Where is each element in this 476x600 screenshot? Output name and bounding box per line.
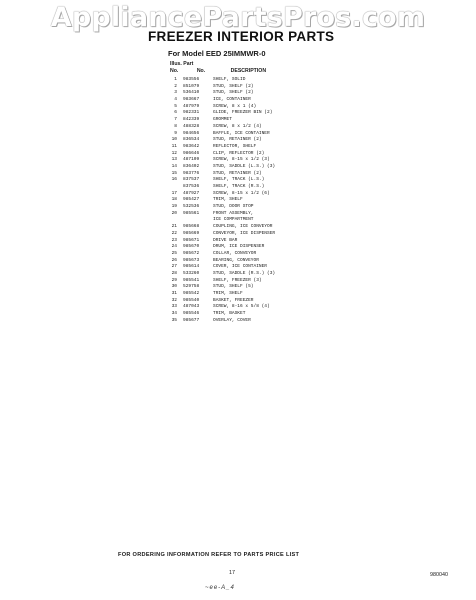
part-number: 985672 xyxy=(183,250,200,256)
column-header-row xyxy=(170,68,266,74)
part-number: 985677 xyxy=(183,317,200,323)
part-row xyxy=(168,77,368,84)
part-number: 985546 xyxy=(183,311,200,317)
part-description: SHELF, FREEZER (3) xyxy=(213,277,262,283)
part-illus-number: 8 xyxy=(174,123,177,129)
part-illus-number: 1 xyxy=(174,77,177,82)
part-illus-number: 27 xyxy=(171,264,177,270)
part-description: STUD, SHELF (2) xyxy=(213,90,254,96)
part-illus-number: 9 xyxy=(174,130,177,136)
column-header-no: No. xyxy=(170,68,179,74)
part-illus-number: 12 xyxy=(171,150,177,156)
part-number: 983776 xyxy=(183,170,200,176)
part-illus-number: 32 xyxy=(171,297,177,303)
part-description: COUPLING, ICE CONVEYOR xyxy=(213,224,273,230)
part-description: ICE, CONTAINER xyxy=(213,97,251,103)
part-row xyxy=(168,137,368,144)
part-number: 985561 xyxy=(183,210,200,216)
part-number: 837536 xyxy=(183,184,200,189)
ordering-note: FOR ORDERING INFORMATION REFER TO PARTS PRICE LIST xyxy=(118,552,300,558)
part-description: SCREW, 8-15 x 1/2 (3) xyxy=(213,157,270,163)
part-description: CONVEYOR, ICE DISPENSER xyxy=(213,230,276,236)
column-header-illus-part xyxy=(170,61,193,67)
part-number: 487109 xyxy=(183,157,200,163)
part-illus-number: 5 xyxy=(174,103,177,109)
part-row xyxy=(168,204,368,211)
parts-list xyxy=(168,77,368,324)
part-description: DRIVE BAR xyxy=(213,237,238,243)
part-description: SHELF, SOLID xyxy=(213,77,246,82)
part-illus-number: 28 xyxy=(171,270,177,276)
part-number: 851079 xyxy=(183,83,200,89)
part-row xyxy=(168,244,368,251)
part-row xyxy=(168,157,368,164)
part-number: 837537 xyxy=(183,177,200,183)
part-row xyxy=(168,318,368,325)
part-illus-number: 29 xyxy=(171,277,177,283)
part-description: STUD, RETAINER (2) xyxy=(213,170,262,176)
part-number: 985673 xyxy=(183,257,200,263)
part-illus-number: 10 xyxy=(171,137,177,143)
part-number: 488328 xyxy=(183,123,200,129)
part-description: COVER, ICE CONTAINER xyxy=(213,264,268,270)
part-row xyxy=(168,311,368,318)
part-description: TRIM, BASKET xyxy=(213,311,246,317)
part-number: 982331 xyxy=(183,110,200,116)
part-illus-number: 23 xyxy=(171,237,177,243)
part-number: 985671 xyxy=(183,237,200,243)
part-illus-number: 30 xyxy=(171,284,177,290)
part-number: 536410 xyxy=(183,90,200,96)
part-number: 983642 xyxy=(183,143,200,149)
part-description: BAFFLE, ICE CONTAINER xyxy=(213,130,270,136)
part-row xyxy=(168,117,368,124)
part-number: 985670 xyxy=(183,244,200,250)
part-description: TRIM, SHELF xyxy=(213,197,243,203)
part-description: STUD, RETAINER (2) xyxy=(213,137,262,143)
page-title: FREEZER INTERIOR PARTS xyxy=(148,29,335,44)
part-number: 983667 xyxy=(183,97,200,103)
part-description: SCREW, 8-15 x 1/2 (6) xyxy=(213,190,270,196)
column-header-part-no: No. xyxy=(196,68,206,74)
part-illus-number: 3 xyxy=(174,90,177,96)
part-row xyxy=(168,284,368,291)
part-number: 836534 xyxy=(183,137,200,143)
part-row xyxy=(168,231,368,238)
part-description: SCREW, 8 x 1 (4) xyxy=(213,103,257,109)
part-row xyxy=(168,224,368,231)
part-description: OVERLAY, COVER xyxy=(213,317,251,323)
part-row xyxy=(168,291,368,298)
part-illus-number: 24 xyxy=(171,244,177,250)
page-number: 17 xyxy=(229,570,235,576)
part-description: SHELF, TRACK (R.S.) xyxy=(213,184,265,189)
part-number: 983556 xyxy=(183,77,200,82)
part-illus-number: 13 xyxy=(171,157,177,163)
part-illus-number: 35 xyxy=(171,317,177,323)
part-number: 985427 xyxy=(183,197,200,203)
part-illus-number: 16 xyxy=(171,177,177,183)
part-description: STUD, DOOR STOP xyxy=(213,204,254,210)
part-illus-number: 2 xyxy=(174,83,177,89)
part-illus-number: 26 xyxy=(171,257,177,263)
part-illus-number: 4 xyxy=(174,97,177,103)
part-number: 986646 xyxy=(183,150,200,156)
part-description: SHELF, TRACK (L.S.) xyxy=(213,177,265,183)
print-code: ~ee-A_4 xyxy=(205,585,235,591)
part-description: STUD, SADDLE (R.S.) (3) xyxy=(213,270,276,276)
part-illus-number: 20 xyxy=(171,210,177,216)
part-description: STUD, SADDLE (L.S.) (3) xyxy=(213,163,276,169)
part-description: SCREW, 8-16 x 5/8 (4) xyxy=(213,304,270,310)
part-row xyxy=(168,97,368,104)
part-illus-number: 19 xyxy=(171,204,177,210)
part-description: STUD, SHELF (2) xyxy=(213,83,254,89)
part-row xyxy=(168,177,368,184)
part-row xyxy=(168,264,368,271)
part-description: ICE COMPARTMENT xyxy=(213,217,254,223)
part-row xyxy=(168,164,368,171)
part-number: 984656 xyxy=(183,130,200,136)
part-description: GROMMET xyxy=(213,117,232,123)
part-number: 985542 xyxy=(183,291,200,296)
part-illus-number: 21 xyxy=(171,224,177,230)
part-illus-number: 18 xyxy=(171,197,177,203)
part-illus-number: 15 xyxy=(171,170,177,176)
part-number: 487927 xyxy=(183,190,200,196)
part-illus-number: 34 xyxy=(171,311,177,317)
part-illus-number: 17 xyxy=(171,190,177,196)
part-number: 533260 xyxy=(183,270,200,276)
part-row xyxy=(168,144,368,151)
part-illus-number: 6 xyxy=(174,110,177,116)
part-illus-number: 25 xyxy=(171,250,177,256)
part-number: 985668 xyxy=(183,224,200,230)
document-code: 980040 xyxy=(430,572,448,578)
model-subtitle: For Model EED 25IMMWR-0 xyxy=(168,49,266,58)
part-row xyxy=(168,211,368,218)
part-row xyxy=(168,124,368,131)
part-description: BASKET, FREEZER xyxy=(213,297,254,303)
part-number: 985614 xyxy=(183,264,200,270)
part-description: TRIM, SHELF xyxy=(213,291,243,296)
part-number: 985540 xyxy=(183,297,200,303)
part-description: REFLECTOR, SHELF xyxy=(213,143,257,149)
part-illus-number xyxy=(168,184,177,191)
part-description: CLIP, REFLECTOR (2) xyxy=(213,150,265,156)
part-number: 842339 xyxy=(183,117,200,123)
part-number: 487979 xyxy=(183,103,200,109)
part-description: SCREW, 8 x 1/2 (4) xyxy=(213,123,262,129)
part-description: COLLAR, CONVEYOR xyxy=(213,250,257,256)
part-row xyxy=(168,271,368,278)
part-number: 985541 xyxy=(183,277,200,283)
part-illus-number: 11 xyxy=(171,143,177,149)
part-description: STUD, SHELF (5) xyxy=(213,284,254,290)
part-number: 985669 xyxy=(183,230,200,236)
part-description: BEARING, CONVEYOR xyxy=(213,257,259,263)
part-illus-number: 33 xyxy=(171,304,177,310)
part-description: FRONT ASSEMBLY, xyxy=(213,210,254,216)
part-illus-number: 22 xyxy=(171,230,177,236)
part-number: 487043 xyxy=(183,304,200,310)
part-row xyxy=(168,251,368,258)
column-header-part: Part xyxy=(183,61,194,67)
part-row xyxy=(168,184,368,191)
part-illus-number: 31 xyxy=(171,291,177,296)
part-number: 836402 xyxy=(183,163,200,169)
part-illus-number: 14 xyxy=(171,163,177,169)
part-illus-number: 7 xyxy=(174,117,177,123)
watermark-logo: AppliancePartsPros.com xyxy=(50,2,426,33)
part-number: 529758 xyxy=(183,284,200,290)
part-description: GLIDE, FREEZER BIN (2) xyxy=(213,110,273,116)
part-number: 532536 xyxy=(183,204,200,210)
part-description: DRUM, ICE DISPENSER xyxy=(213,244,265,250)
column-header-description: DESCRIPTION xyxy=(230,68,267,74)
column-header-illus: Illus. xyxy=(170,61,182,67)
